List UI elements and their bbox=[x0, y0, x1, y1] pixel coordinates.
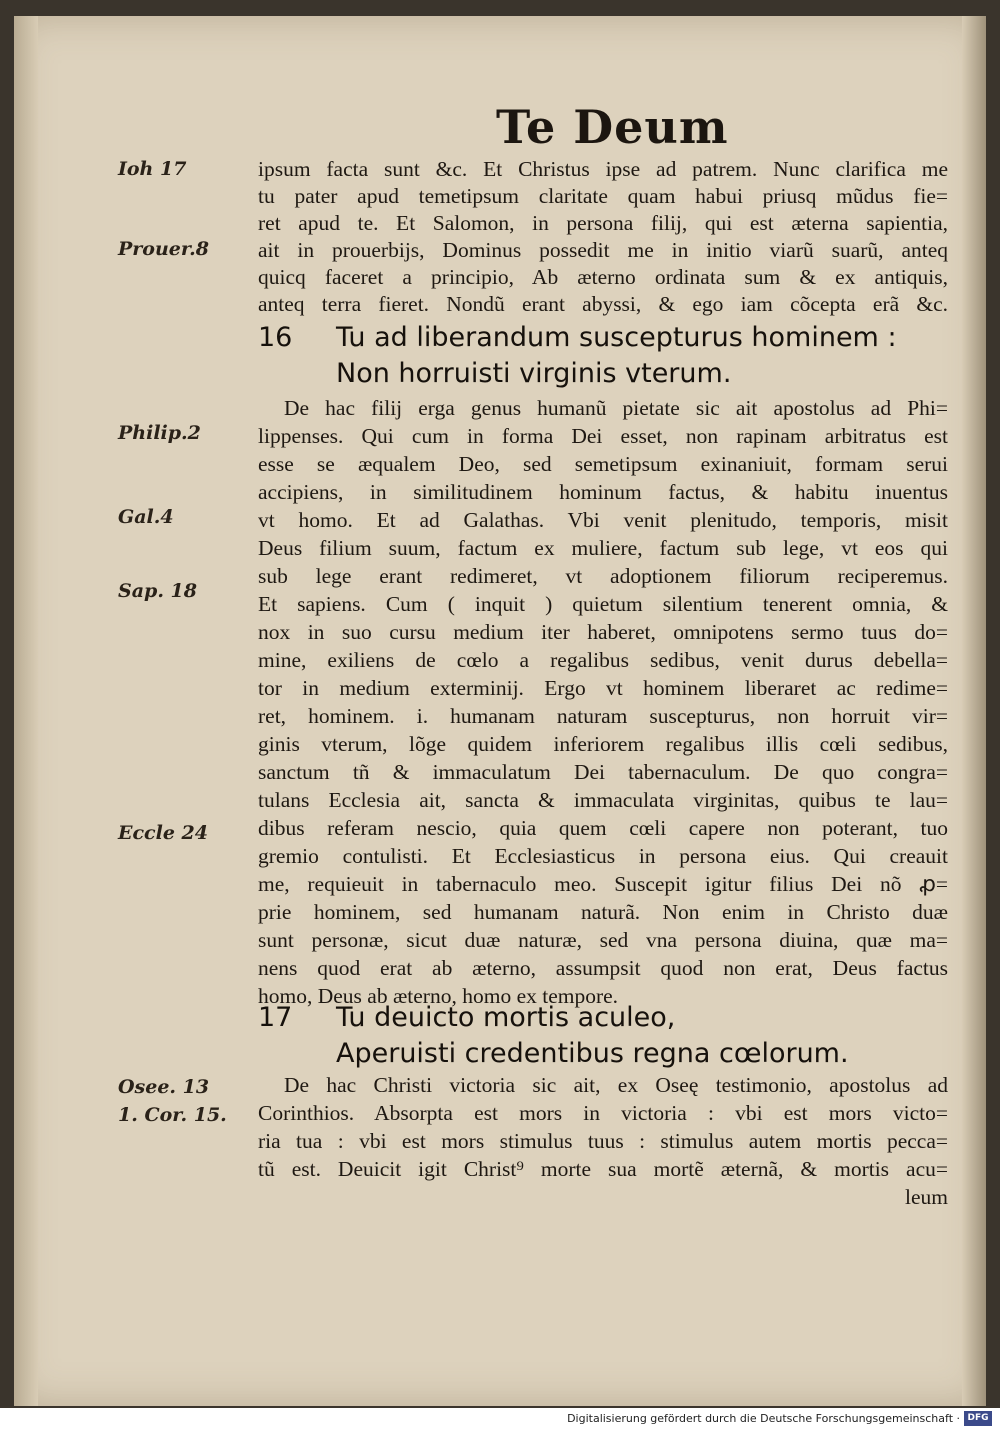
text-line: quicq faceret a principio, Ab æterno ordinata sum & ex antiquis, bbox=[258, 265, 948, 289]
verse-16-heading bbox=[258, 320, 897, 356]
margin-note-ioh17: Ioh 17 bbox=[118, 158, 187, 180]
text-line: tulans Ecclesia ait, sancta & immaculata virginitas, quibus te lau= bbox=[258, 788, 948, 812]
text-line: vt homo. Et ad Galathas. Vbi venit plenitudo, temporis, misit bbox=[258, 508, 948, 532]
text-line: prie hominem, sed humanam naturã. Non enim in Christo duæ bbox=[258, 900, 948, 924]
funding-notice: Digitalisierung gefördert durch die Deutsche Forschungsgemeinschaft · bbox=[567, 1412, 960, 1425]
verse-16-continuation: Non horruisti virginis vterum. bbox=[336, 358, 732, 389]
text-line: ait in prouerbijs, Dominus possedit me in initio viarũ suarũ, anteq bbox=[258, 238, 948, 262]
verse-line: Tu deuicto mortis aculeo, bbox=[336, 1002, 676, 1033]
text-line: De hac Christi victoria sic ait, ex Oseę testimonio, apostolus ad bbox=[284, 1073, 948, 1097]
text-line: Deus filium suum, factum ex muliere, factum sub lege, vt eos qui bbox=[258, 536, 948, 560]
margin-note-prouer8: Prouer.8 bbox=[118, 238, 209, 260]
margin-note-sap18: Sap. 18 bbox=[118, 580, 197, 602]
text-line: Corinthios. Absorpta est mors in victoria : vbi est mors victo= bbox=[258, 1101, 948, 1125]
verse-line: Tu ad liberandum suscepturus hominem : bbox=[336, 322, 897, 353]
margin-note-osee13: Osee. 13 bbox=[118, 1076, 210, 1098]
text-line: sanctum tñ & immaculatum Dei tabernaculum. De quo congra= bbox=[258, 760, 948, 784]
margin-note-1cor15: 1. Cor. 15. bbox=[118, 1104, 227, 1126]
text-line: Et sapiens. Cum ( inquit ) quietum silentium tenerent omnia, & bbox=[258, 592, 948, 616]
text-line: nens quod erat ab æterno, assumpsit quod non erat, Deus factus bbox=[258, 956, 948, 980]
margin-note-philip2: Philip.2 bbox=[118, 422, 201, 444]
text-line: esse se æqualem Deo, sed semetipsum exinaniuit, formam serui bbox=[258, 452, 948, 476]
text-line: ipsum facta sunt &c. Et Christus ipse ad patrem. Nunc clarifica me bbox=[258, 157, 948, 181]
page-gutter bbox=[14, 16, 38, 1406]
verse-number: 16 bbox=[258, 322, 293, 353]
text-line: tor in medium exterminij. Ergo vt hominem liberaret ac redime= bbox=[258, 676, 948, 700]
catchword: leum bbox=[905, 1185, 948, 1209]
text-line: me, requieuit in tabernaculo meo. Suscepit igitur filius Dei nõ ꝓ= bbox=[258, 872, 948, 896]
text-line: tu pater apud temetipsum claritate quam habui priusq mũdus fie= bbox=[258, 184, 948, 208]
margin-note-gal4: Gal.4 bbox=[118, 506, 174, 528]
text-line: anteq terra fieret. Nondũ erant abyssi, & ego iam cõcepta erã &c. bbox=[258, 292, 948, 316]
text-line: homo, Deus ab æterno, homo ex tempore. bbox=[258, 984, 619, 1008]
margin-note-eccle24: Eccle 24 bbox=[118, 822, 208, 844]
text-line: tũ est. Deuicit igit Christ⁹ morte sua mortẽ æternã, & mortis acu= bbox=[258, 1157, 948, 1181]
text-line: mine, exiliens de cœlo a regalibus sedibus, venit durus debella= bbox=[258, 648, 948, 672]
verse-17-continuation: Aperuisti credentibus regna cœlorum. bbox=[336, 1038, 849, 1069]
running-header: Te Deum bbox=[496, 100, 729, 154]
text-line: De hac filij erga genus humanũ pietate sic ait apostolus ad Phi= bbox=[284, 396, 948, 420]
text-line: gremio contulisti. Et Ecclesiasticus in persona eius. Qui creauit bbox=[258, 844, 948, 868]
text-line: ret, hominem. i. humanam naturam suscepturus, non horruit vir= bbox=[258, 704, 948, 728]
text-line: accipiens, in similitudinem hominum factus, & habitu inuentus bbox=[258, 480, 948, 504]
text-line: ret apud te. Et Salomon, in persona filij, qui est æterna sapientia, bbox=[258, 211, 948, 235]
verse-17-heading bbox=[258, 1000, 675, 1036]
verse-number: 17 bbox=[258, 1002, 293, 1033]
text-line: nox in suo cursu medium iter haberet, omnipotens sermo tuus do= bbox=[258, 620, 948, 644]
text-line: ria tua : vbi est mors stimulus tuus : stimulus autem mortis pecca= bbox=[258, 1129, 948, 1153]
text-line: ginis vterum, lõge quidem inferiorem regalibus illis cœli sedibus, bbox=[258, 732, 948, 756]
text-line: sub lege erant redimeret, vt adoptionem filiorum reciperemus. bbox=[258, 564, 948, 588]
dfg-logo: DFG bbox=[964, 1411, 992, 1426]
text-line: sunt personæ, sicut duæ naturæ, sed vna persona diuina, quæ ma= bbox=[258, 928, 948, 952]
page-fore-edge bbox=[962, 16, 986, 1406]
text-line: lippenses. Qui cum in forma Dei esset, non rapinam arbitratus est bbox=[258, 424, 948, 448]
text-line: dibus referam nescio, quia quem cœli capere non poterant, tuo bbox=[258, 816, 948, 840]
